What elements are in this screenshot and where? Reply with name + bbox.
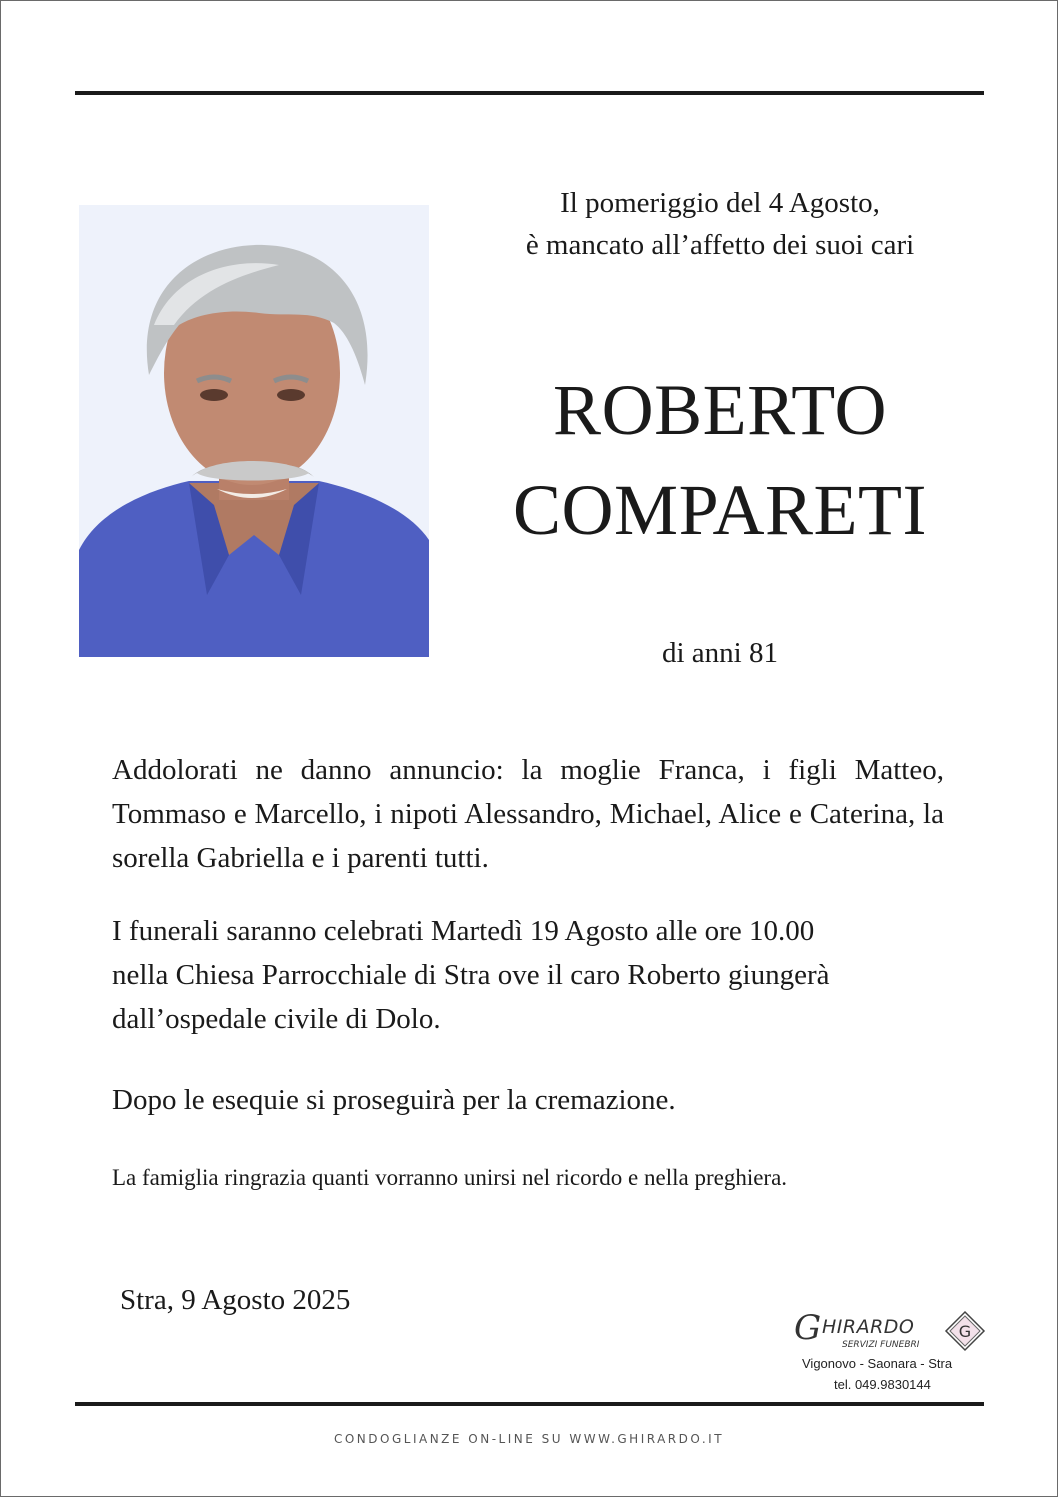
deceased-name bbox=[450, 360, 990, 560]
funeral-paragraph bbox=[112, 909, 944, 1041]
intro-line-1: Il pomeriggio del 4 Agosto, bbox=[560, 187, 880, 219]
first-name: ROBERTO bbox=[553, 370, 887, 450]
funeral-line-2: nella Chiesa Parrocchiale di Stra ove il caro Roberto giungerà bbox=[112, 959, 830, 991]
logo-name: HIRARDO bbox=[822, 1316, 915, 1338]
footer-condolences-link[interactable]: CONDOGLIANZE ON-LINE SU WWW.GHIRARDO.IT bbox=[333, 1432, 725, 1446]
thanks-paragraph: La famiglia ringrazia quanti vorranno unirsi nel ricordo e nella preghiera. bbox=[112, 1165, 788, 1190]
intro-line-2: è mancato all’affetto dei suoi cari bbox=[525, 229, 915, 261]
logo-phone: tel. 049.9830144 bbox=[834, 1377, 931, 1392]
bottom-rule bbox=[75, 1402, 984, 1406]
intro-text bbox=[450, 182, 990, 266]
funeral-line-3: dall’ospedale civile di Dolo. bbox=[112, 1003, 441, 1035]
last-name: COMPARETI bbox=[513, 470, 927, 550]
portrait-illustration bbox=[79, 205, 429, 657]
cremation-paragraph: Dopo le esequie si proseguirà per la cremazione. bbox=[112, 1084, 676, 1116]
funeral-home-logo bbox=[792, 1306, 992, 1398]
logo-subtitle: SERVIZI FUNEBRI bbox=[842, 1340, 920, 1350]
announcement-paragraph: Addolorati ne danno annuncio: la moglie Franca, i figli Matteo, Tommaso e Marcello, i nipoti Alessandro, Michael, Alice e Caterina, la sorella Gabriella e i parenti tutti. bbox=[112, 754, 944, 874]
age-text: di anni 81 bbox=[662, 637, 778, 669]
logo-diamond-icon bbox=[944, 1310, 986, 1352]
portrait-photo bbox=[79, 205, 429, 657]
logo-cities: Vigonovo - Saonara - Stra bbox=[802, 1356, 953, 1371]
logo-emblem-letter: G bbox=[958, 1322, 972, 1341]
place-date: Stra, 9 Agosto 2025 bbox=[120, 1284, 351, 1316]
funeral-line-1: I funerali saranno celebrati Martedì 19 Agosto alle ore 10.00 bbox=[112, 915, 815, 947]
top-rule bbox=[75, 91, 984, 95]
logo-initial: G bbox=[794, 1308, 822, 1348]
